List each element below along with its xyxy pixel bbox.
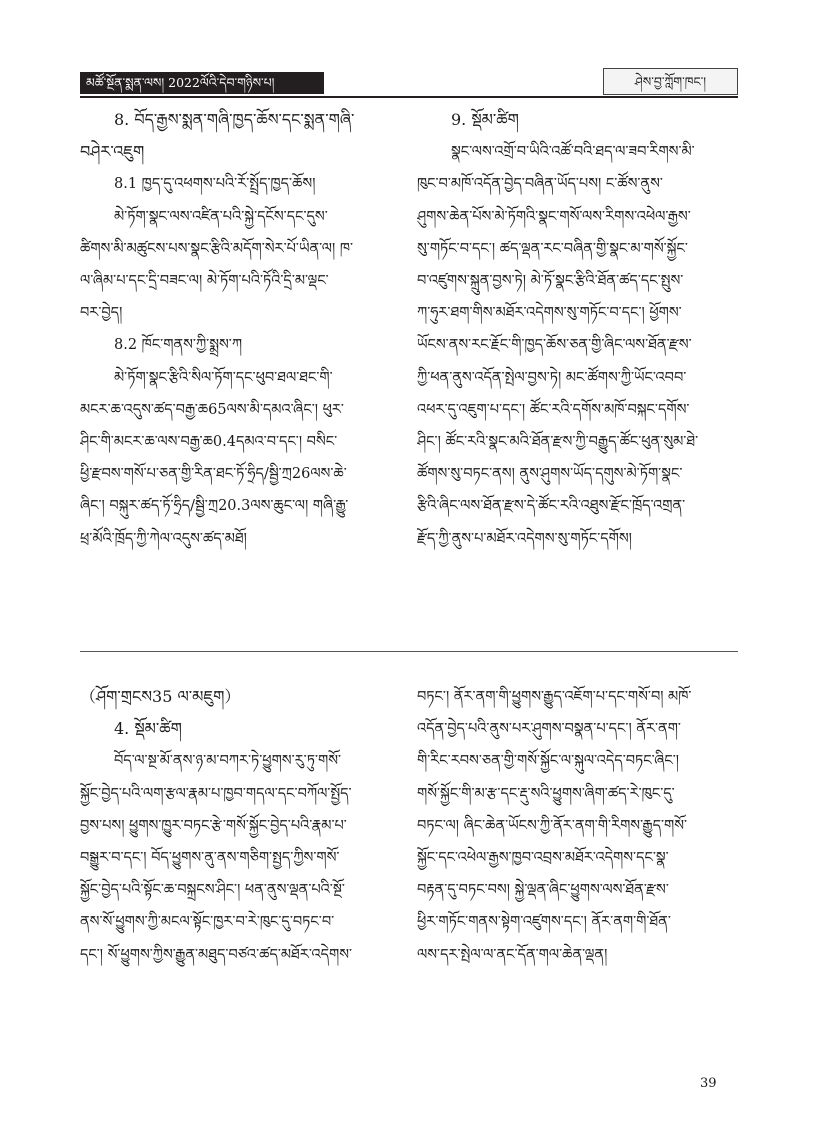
body-line: སྐྱོང་བྱེད་པའི་སྟོང་ཆ་བསྐྲངས་ཤིང་། ཕན་ནུས་ལྡན་པའི་སྔོ་ [80, 882, 345, 899]
bottom-left-column [80, 681, 402, 971]
body-line: རྩིའི་ཞིང་ལས་ཐོན་རྫས་དེ་ཚོང་རའི་འཐུས་རྫོང་ཁྲོད་འགྲན་ [417, 498, 686, 515]
body-line: མངར་ཆ་འདུས་ཚད་བརྒྱ་ཆ65ལས་མི་དམའ་ཞིང་། ཕུར་ [80, 401, 344, 418]
body-line: བཏང་། ནོར་ནག་གི་ཕྱུགས་རྒྱུད་འཇོག་པ་དང་གསོ་བ། མཁོ་ [417, 689, 692, 705]
body-line: བར་བྱེད། [80, 305, 123, 322]
body-line: ཤུགས་ཆེན་པོས་མེ་ཏོགའི་སྣང་གསོ་ལས་རིགས་འཕེལ་རྒྱས་ [417, 208, 691, 225]
body-line: དང་། སོ་ཕྱུགས་ཀྱིས་རྒྱུན་མཐུད་བཙའ་ཚད་མཐོར་འདེགས་ [80, 946, 353, 963]
body-line: ཕྱིར་གཏོང་གནས་སྟེག་འཛུགས་དང་། ནོར་ནག་གི་ཐོན་ [417, 914, 671, 931]
body-line: ལ་ཞིམ་པ་དང་དྲི་བཟང་ལ། མེ་ཏོག་པའི་ཏོའི་དྲི་མ་ལྡང་ [80, 273, 329, 290]
page-number: 39 [700, 1076, 717, 1091]
body-line: ཚིགས་མི་མཚུངས་པས་སྣང་རྩིའི་མདོག་སེར་པོ་ཡིན་ལ། ཁ་ [80, 240, 354, 257]
body-line: བོད་ལ་སྔ་མོ་ནས་ཉ་མ་བཀར་ཏེ་ཕྱུགས་རུ་ཏུ་གསོ་ [114, 753, 342, 770]
body-line: ནས་སོ་ཕྱུགས་ཀྱི་མངལ་སྟོང་ཁྱར་བ་རེ་ཁུང་དུ་བཏང་བ་ [80, 914, 335, 931]
body-line: བརྟན་དུ་བཏང་བས། སྐྱེ་ལྡན་ཞིང་ཕྱུགས་ལས་ཐོན་རྫས་ [417, 882, 669, 899]
section-heading: 8. བོད་རྒྱས་སྨན་གཞི་ཁྱད་ཆོས་དང་སྨན་གཞི་ [114, 110, 355, 129]
bottom-right-column [417, 681, 739, 971]
body-line: སྐྱོང་དང་འཕེལ་རྒྱས་ཁྱབ་འབྲས་མཐོར་འདེགས་དང་སྣ་ [417, 850, 669, 867]
body-line: སུ་གཏོང་བ་དང་། ཚད་ལྡན་རང་བཞིན་གྱི་སྣང་མ་གསོ་སྐྱོང་ [417, 240, 688, 257]
body-line: ཕྱི་རྫབས་གསོ་པ་ཅན་གྱི་རིན་ཐང་ཏོ་ཧྲིད/སྦྱི་ཀྲ26ལས་ཆེ་ [80, 466, 347, 483]
body-line: ཚོགས་སུ་བཏང་ནས། ནུས་ཤུགས་ཡོད་དགུས་མེ་ཏོག་སྣང་ [417, 466, 683, 483]
body-line: ཤིང་། ཚོང་རའི་སྣང་མའི་ཐོན་རྫས་ཀྱི་བརྒྱུད་ཚོང་ཕུན་སུམ་ཐེ་ [417, 434, 699, 451]
section-heading: 4. སྡོམ་ཚིག [114, 719, 182, 739]
top-left-column [80, 104, 402, 555]
body-line: བ་འཛུགས་སྐྲུན་བྱས་ཏེ། མེ་ཏོ་སྣང་རྩིའི་ཐོན་ཚད་དང་སྤུས་ [417, 273, 684, 290]
body-line: ཡོངས་ནས་རང་རྗོང་གི་ཁྱད་ཆོས་ཅན་གྱི་ཞིང་ལས་ཐོན་རྫས་ [417, 337, 692, 354]
body-line: ལས་དར་སྤེལ་ལ་ནང་དོན་གལ་ཆེན་ལྡན། [417, 946, 608, 963]
body-line: མེ་ཏོག་སྣང་ལས་འཛིན་པའི་སྐྱེ་དངོས་དང་དུས་ [114, 208, 328, 225]
body-line: ཀ་ཧུར་ཐག་གིས་མཐོར་འདེགས་སུ་གཏོང་བ་དང་། ཕྱོགས་ [417, 305, 682, 322]
body-line: བཏང་ལ། ཞིང་ཆེན་ཡོངས་ཀྱི་ནོར་ནག་གི་རིགས་རྒྱུད་གསོ་ [417, 817, 688, 834]
section-heading: 9. སྡོམ་ཚིག [451, 110, 519, 129]
body-line: སྣང་ལས་འགྲོ་བ་ཡིའི་འཚོ་བའི་ཐད་ལ་ཟབ་རིགས་མི་ [451, 144, 695, 161]
section-divider [80, 651, 738, 652]
body-line: ཞིང་། བསྐུར་ཚད་ཏོ་ཧྲིད/སྦྱི་ཀྲ20.3ལས་ཆུང་ལ། གཞི་རྒྱུ་ [80, 498, 349, 515]
body-line: བསྒྱུར་བ་དང་། བོད་ཕྱུགས་ནུ་ནས་གཅིག་སྤྱད་ཀྱིས་གསོ་ [80, 850, 340, 867]
continuation-note: （ཤོག་གྲངས35 ལ་མཇུག） [80, 687, 241, 706]
body-line: གསོ་སྐྱོང་གི་མ་རྩ་དང་རྡུ་སའི་ཕྱུགས་ཞིག་ཚད་རེ་ཁུང་དུ་ [417, 785, 675, 802]
section-tag: ཤེས་བྱ་ཀློག་ཁང་། [603, 68, 738, 95]
subheading: 8.2 ཁོང་གནས་ཀྱི་སྨྲས་ཀ [114, 337, 243, 354]
body-line: གི་རིང་རབས་ཅན་གྱི་གསོ་སྐྱོང་ལ་སྐུལ་འདེད་བཏང་ཞིང་། [417, 753, 680, 770]
body-line: འདོན་བྱེད་པའི་ནུས་པར་ཤུགས་བསྣན་པ་དང་། ནོར་ནག་ [417, 721, 681, 738]
body-line: ཀྱི་ཕན་ནུས་འདོན་སྤེལ་བྱས་ཏེ། མང་ཚོགས་ཀྱི་ཡོང་འབབ་ [417, 369, 687, 386]
top-right-column [417, 104, 739, 555]
subheading: 8.1 ཁྱད་དུ་འཕགས་པའི་རོ་སྤྲོད་ཁྱད་ཆོས། [114, 176, 316, 193]
body-line: བྱས་པས། ཕྱུགས་ཁྱུར་བཏང་རྩེ་གསོ་སྐྱོང་བྱེད་པའི་རྣམ་པ་ [80, 817, 347, 834]
body-line: ཕྲ་མོའི་ཁྲོད་ཀྱི་ཀེལ་འདུས་ཚད་མཐོ། [80, 530, 247, 547]
journal-header: མཚོ་སྔོན་སྨན་ལས། 2022ལོའི་དེབ་གཉིས་པ། [80, 72, 324, 94]
body-line: སྐྱོང་བྱེད་པའི་ལག་རྩལ་རྣམ་པ་ཁྱབ་གདལ་དང་བཀོལ་སྤྱོད་ [80, 785, 352, 802]
body-line: མེ་ཏོག་སྣང་རྩིའི་སིལ་ཏོག་དང་ཕུབ་ཐལ་ཐང་གི་ [114, 369, 333, 386]
body-line: འཕར་དུ་འཇུག་པ་དང་། ཚོང་རའི་དགོས་མཁོ་བསྐང་དགོས་ [417, 401, 690, 418]
section-heading-cont: བཤེར་འཇུག [80, 142, 145, 162]
body-line: ཁུང་བ་མཁོ་འདོན་བྱེད་བཞིན་ཡོད་པས། ང་ཚོས་ནུས་ [417, 176, 663, 193]
body-line: ཤིང་གི་མངར་ཆ་ལས་བརྒྱ་ཆ0.4དམའ་བ་དང་། བསིང་ [80, 434, 338, 451]
header-rule [80, 96, 738, 98]
body-line: རྫོད་ཀྱི་ནུས་པ་མཐོར་འདེགས་སུ་གཏོང་དགོས། [417, 530, 632, 547]
